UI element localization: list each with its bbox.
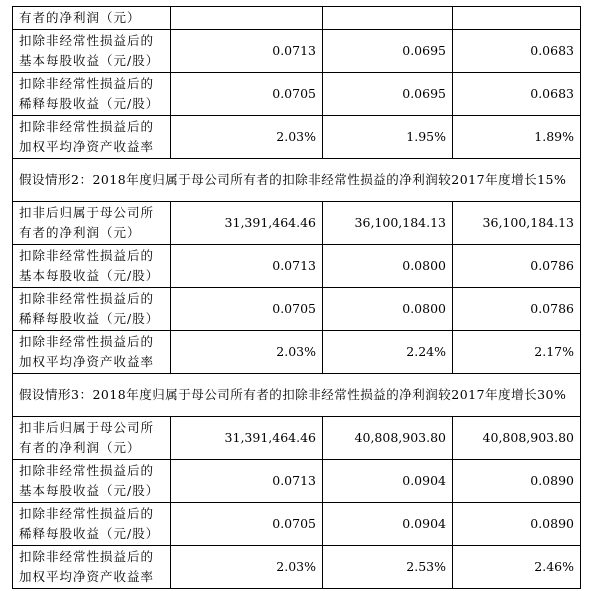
row-label: 扣除非经常性损益后的加权平均净资产收益率 xyxy=(13,116,171,159)
row-label: 扣除非经常性损益后的基本每股收益（元/股） xyxy=(13,245,171,288)
value-cell: 0.0683 xyxy=(453,73,581,116)
value-cell: 0.0713 xyxy=(171,245,323,288)
scenario-row xyxy=(13,159,581,202)
value-cell: 0.0904 xyxy=(323,503,453,546)
value-cell: 0.0786 xyxy=(453,245,581,288)
value-cell xyxy=(171,7,323,30)
value-cell: 0.0800 xyxy=(323,288,453,331)
row-label: 扣除非经常性损益后的稀释每股收益（元/股） xyxy=(13,288,171,331)
row-label: 扣除非经常性损益后的基本每股收益（元/股） xyxy=(13,30,171,73)
scenario-heading: 假设情形3：2018年度归属于母公司所有者的扣除非经常性损益的净利润较2017年度增长30% xyxy=(13,374,581,417)
financial-table xyxy=(12,6,581,589)
table-row xyxy=(13,202,581,245)
value-cell: 40,808,903.80 xyxy=(453,417,581,460)
table-row xyxy=(13,460,581,503)
row-label: 扣除非经常性损益后的加权平均净资产收益率 xyxy=(13,546,171,589)
value-cell: 0.0683 xyxy=(453,30,581,73)
value-cell: 1.95% xyxy=(323,116,453,159)
value-cell: 0.0705 xyxy=(171,288,323,331)
value-cell: 31,391,464.46 xyxy=(171,202,323,245)
value-cell: 0.0800 xyxy=(323,245,453,288)
value-cell: 40,808,903.80 xyxy=(323,417,453,460)
value-cell: 0.0695 xyxy=(323,73,453,116)
row-label: 扣非后归属于母公司所有者的净利润（元） xyxy=(13,417,171,460)
value-cell: 2.03% xyxy=(171,116,323,159)
value-cell: 2.03% xyxy=(171,331,323,374)
value-cell: 0.0904 xyxy=(323,460,453,503)
value-cell: 2.24% xyxy=(323,331,453,374)
value-cell xyxy=(323,7,453,30)
table-row xyxy=(13,30,581,73)
value-cell: 0.0705 xyxy=(171,503,323,546)
value-cell: 0.0713 xyxy=(171,460,323,503)
table-row xyxy=(13,331,581,374)
value-cell: 0.0695 xyxy=(323,30,453,73)
value-cell: 0.0713 xyxy=(171,30,323,73)
table-row xyxy=(13,7,581,30)
table-row xyxy=(13,245,581,288)
value-cell: 36,100,184.13 xyxy=(453,202,581,245)
value-cell: 1.89% xyxy=(453,116,581,159)
row-label: 扣除非经常性损益后的加权平均净资产收益率 xyxy=(13,331,171,374)
value-cell: 2.53% xyxy=(323,546,453,589)
row-label: 扣除非经常性损益后的稀释每股收益（元/股） xyxy=(13,73,171,116)
value-cell: 0.0890 xyxy=(453,503,581,546)
table-row xyxy=(13,503,581,546)
table-body xyxy=(13,7,581,589)
table-row xyxy=(13,288,581,331)
table-row xyxy=(13,546,581,589)
value-cell: 2.17% xyxy=(453,331,581,374)
table-row xyxy=(13,73,581,116)
value-cell: 36,100,184.13 xyxy=(323,202,453,245)
value-cell: 31,391,464.46 xyxy=(171,417,323,460)
row-label: 有者的净利润（元） xyxy=(13,7,171,30)
row-label: 扣非后归属于母公司所有者的净利润（元） xyxy=(13,202,171,245)
value-cell xyxy=(453,7,581,30)
value-cell: 2.46% xyxy=(453,546,581,589)
row-label: 扣除非经常性损益后的基本每股收益（元/股） xyxy=(13,460,171,503)
value-cell: 0.0786 xyxy=(453,288,581,331)
scenario-heading: 假设情形2：2018年度归属于母公司所有者的扣除非经常性损益的净利润较2017年度增长15% xyxy=(13,159,581,202)
value-cell: 0.0890 xyxy=(453,460,581,503)
table-row xyxy=(13,116,581,159)
scenario-row xyxy=(13,374,581,417)
value-cell: 0.0705 xyxy=(171,73,323,116)
row-label: 扣除非经常性损益后的稀释每股收益（元/股） xyxy=(13,503,171,546)
value-cell: 2.03% xyxy=(171,546,323,589)
table-row xyxy=(13,417,581,460)
